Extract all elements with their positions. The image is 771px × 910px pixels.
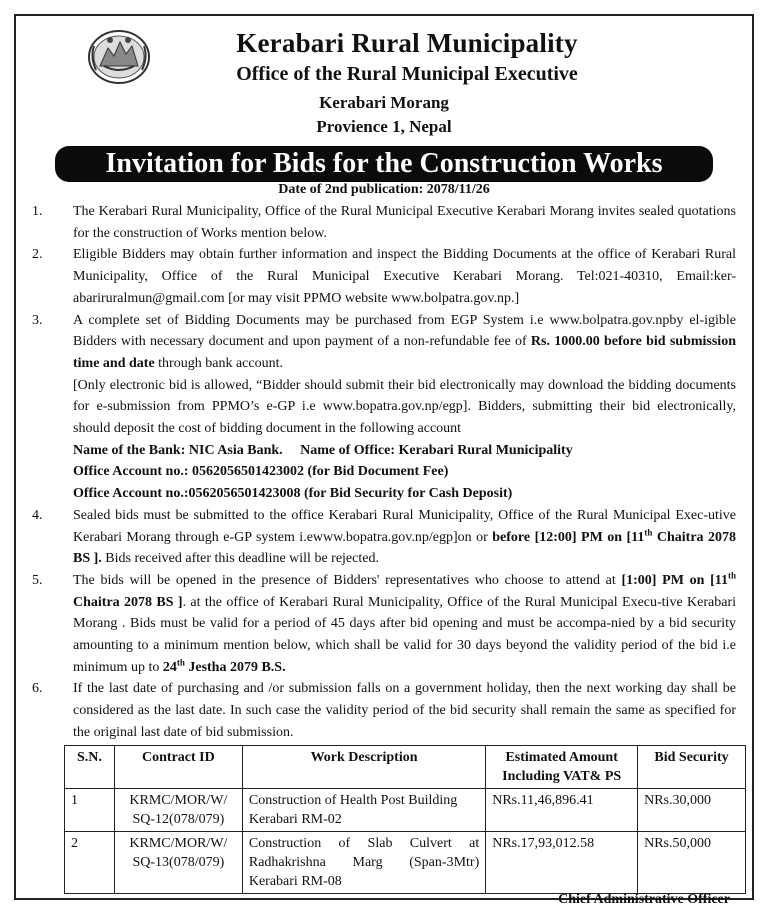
notice bbox=[14, 14, 754, 907]
table-header-row bbox=[65, 746, 746, 789]
invitation-banner: Invitation for Bids for the Construction Works bbox=[55, 146, 713, 182]
contract-line: SQ-12(078/079) bbox=[132, 812, 225, 827]
clause-2 bbox=[32, 244, 736, 309]
province-line: Provience 1, Nepal bbox=[316, 117, 452, 136]
header-work-description: Work Description bbox=[242, 746, 485, 789]
clause-text: The Kerabari Rural Municipality, Office of the Rural Municipal Executive Kerabari Morang invites sealed quotations for the construction of Works mention below. bbox=[73, 204, 736, 241]
bid-table bbox=[64, 745, 746, 894]
bank-details-line bbox=[73, 440, 736, 462]
clause-6 bbox=[32, 678, 736, 743]
cell-security: NRs.30,000 bbox=[638, 789, 746, 832]
deadline: before [12:00] PM on [11 bbox=[492, 529, 645, 545]
header-estimated-amount bbox=[486, 746, 638, 789]
validity-date: 24 bbox=[162, 659, 177, 675]
header-amount-line: Estimated Amount bbox=[505, 750, 618, 765]
validity-date: Jestha 2079 B.S. bbox=[184, 659, 286, 675]
cell-sn: 1 bbox=[65, 789, 115, 832]
clause-text: Bids received after this deadline will be rejected. bbox=[101, 551, 379, 567]
ordinal-suffix: th bbox=[644, 526, 653, 537]
account-security: Office Account no.:0562056501423008 (for Bid Security for Cash Deposit) bbox=[73, 486, 513, 502]
header-amount-line: Including VAT& PS bbox=[502, 769, 622, 784]
table-row bbox=[65, 832, 746, 894]
clause-1 bbox=[32, 201, 736, 244]
clause-number: 1. bbox=[32, 204, 43, 219]
cell-work-description bbox=[242, 832, 485, 894]
ordinal-suffix: th bbox=[176, 657, 185, 668]
clause-text: . at the office of Kerabari Rural Municipality, Office of the Rural Municipal Execu-tive Kerabari Morang . Bids must be valid for a period of 45 days after bid opening and must be accompa-nied by a bid security amounting to a minimum mention below, which shall be valid for 30 days beyond the validity period of the bid i.e minimum up to bbox=[73, 594, 736, 675]
header-contract-id: Contract ID bbox=[114, 746, 242, 789]
opening-date: Chaitra 2078 BS ] bbox=[73, 594, 183, 610]
clause-text: A complete set of Bidding Documents may be purchased from EGP System i.e www.bolpatra.gov.npby el-igible Bidders with necessary document and upon payment of a non-refundable fee of bbox=[73, 312, 736, 350]
work-line: Kerabari RM-08 bbox=[248, 874, 342, 889]
cell-sn: 2 bbox=[65, 832, 115, 894]
account-fee: Office Account no.: 0562056501423002 (for Bid Document Fee) bbox=[73, 464, 449, 480]
contract-line: SQ-13(078/079) bbox=[132, 855, 225, 870]
office-subtitle: Office of the Rural Municipal Executive bbox=[236, 63, 578, 85]
clause-3 bbox=[32, 310, 736, 505]
table-row bbox=[65, 789, 746, 832]
office-name: Name of Office: Kerabari Rural Municipality bbox=[300, 442, 573, 458]
bank-name: Name of the Bank: NIC Asia Bank. bbox=[73, 442, 283, 458]
cell-contract-id bbox=[114, 832, 242, 894]
signature-title: Chief Administrative Officer bbox=[558, 892, 730, 907]
publication-date: Date of 2nd publication: 2078/11/26 bbox=[278, 182, 490, 197]
ordinal-suffix: th bbox=[727, 570, 736, 581]
clause-text: Eligible Bidders may obtain further information and inspect the Bidding Documents at the office of Kerabari Rural Municipality, Office of the Rural Municipal Executive Kerabari Morang. Tel:021-40310, Email:ker-abariruralmun@gmail.com [or may visit PPMO website www.bolpatra.gov.np.] bbox=[73, 247, 736, 306]
clause-text: If the last date of purchasing and /or submission falls on a government holiday, then the next working day shall be considered as the last date. In such case the validity period of the bid security shall remain the same as specified for the original last date of bid submission. bbox=[73, 681, 736, 740]
contract-line: KRMC/MOR/W/ bbox=[129, 793, 228, 808]
work-line: Radhakrishna Marg (Span-3Mtr) bbox=[248, 855, 480, 870]
clause-number: 5. bbox=[32, 572, 43, 588]
cell-security: NRs.50,000 bbox=[638, 832, 746, 894]
clause-number: 3. bbox=[32, 312, 43, 328]
cell-contract-id bbox=[114, 789, 242, 832]
location-line: Kerabari Morang bbox=[319, 93, 449, 112]
notice-body bbox=[32, 201, 736, 744]
cell-amount: NRs.11,46,896.41 bbox=[486, 789, 638, 832]
clause-5 bbox=[32, 570, 736, 679]
cell-work-description bbox=[242, 789, 485, 832]
header-bid-security: Bid Security bbox=[638, 746, 746, 789]
header-sn: S.N. bbox=[65, 746, 115, 789]
clause-text: The bids will be opened in the presence of Bidders' representatives who choose to attend at bbox=[73, 572, 622, 588]
work-line: Construction of Health Post Building bbox=[248, 793, 458, 808]
clause-number: 2. bbox=[32, 247, 43, 263]
fee-amount: Rs. 1000.00 before bid submission time and date bbox=[73, 334, 736, 371]
clause-text: Sealed bids must be submitted to the office Kerabari Rural Municipality, Office of the Rural Municipal Exec-utive Kerabari Morang through e-GP system i.ewww.bopatra.gov.np/egp]on or bbox=[73, 507, 736, 545]
deadline-date: Chaitra 2078 BS ]. bbox=[73, 529, 736, 567]
contract-line: KRMC/MOR/W/ bbox=[129, 836, 228, 851]
electronic-bid-note: [Only electronic bid is allowed, “Bidder should submit their bid electronically may download the bidding documents for e-submission from PPMO’s e-GP i.e www.bopatra.gov.np/egp]. Bidders, submitting their bid electronically, should deposit the cost of bidding document in the following account bbox=[73, 377, 736, 437]
clause-number: 4. bbox=[32, 507, 43, 523]
work-line: Kerabari RM-02 bbox=[248, 812, 342, 827]
municipality-title: Kerabari Rural Municipality bbox=[236, 28, 578, 58]
work-line: Construction of Slab Culvert at bbox=[248, 836, 480, 851]
clause-number: 6. bbox=[32, 681, 43, 697]
clause-4 bbox=[32, 505, 736, 570]
clause-text: through bank account. bbox=[154, 355, 283, 371]
opening-time: [1:00] PM on [11 bbox=[621, 572, 728, 588]
cell-amount: NRs.17,93,012.58 bbox=[486, 832, 638, 894]
